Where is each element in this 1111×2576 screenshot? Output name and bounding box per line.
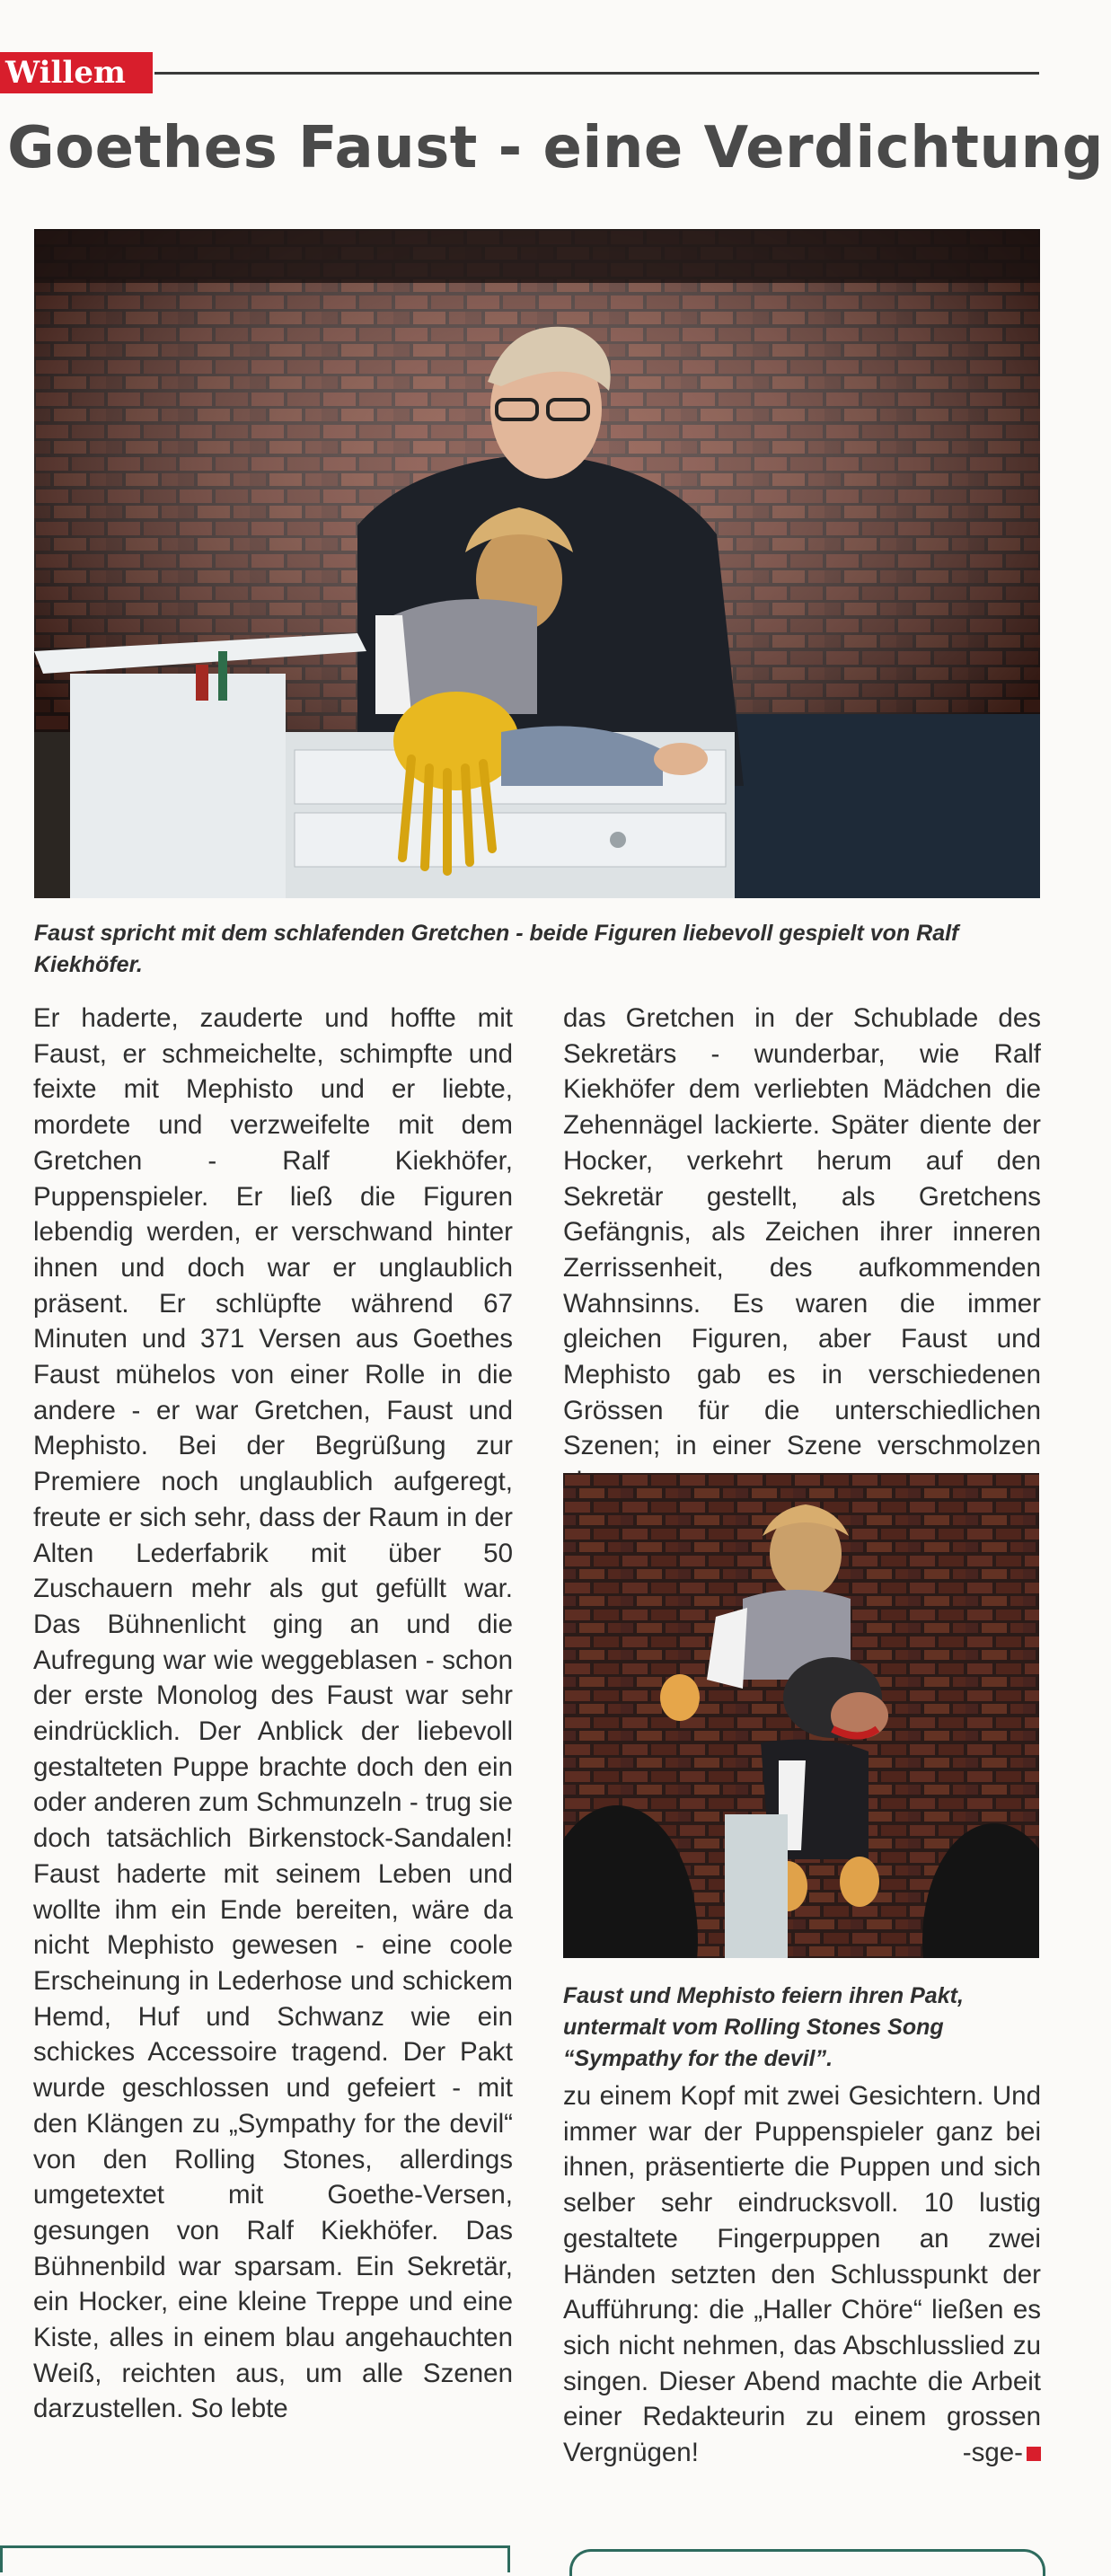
article-column-left: Er haderte, zauderte und hoffte mit Faust, er schmeichelte, schimpfte und feixte mit Mephisto und er liebte, mordete und verzweifelte mit dem Gretchen - Ralf Kiekhöfer, Puppenspieler. Er ließ die Figuren lebendig werden, er verschwand hinter ihnen und doch war er unglaublich präsent. Er schlüpfte während 67 Minuten und 371 Versen aus Goethes Faust mühelos von einer Rolle in die andere - er war Gretchen, Faust und Mephisto. Bei der Begrüßung zur Premiere noch unglaublich aufgeregt, freute er sich sehr, dass der Raum in der Alten Lederfabrik mit über 50 Zuschauern mehr als gut gefüllt war. Das Bühnenlicht ging an und die Aufregung war wie weggeblasen - schon der erste Monolog des Faust war sehr eindrücklich. Der Anblick der liebevoll gestalteten Puppe brachte doch den ein oder anderen zum Schmunzeln - trug sie doch tatsächlich Birkenstock-Sandalen! Faust haderte mit seinem Leben und wollte ihm ein Ende bereiten, wäre da nicht Mephisto gewesen - eine coole Erscheinung in Lederhose und schickem Hemd, Huf und Schwanz wie ein schickes Accessoire tragend. Der Pakt wurde geschlossen und gefeiert - mit den Klängen zu „Sympathy for the devil“ von den Rolling Stones, allerdings umgetextet mit Goethe-Versen, gesungen von Ralf Kiekhöfer. Das Bühnenbild war sparsam. Ein Sekretär, ein Hocker, eine kleine Treppe und eine Kiste, alles in einem blau angehauchten Weiß, reichten aus, um alle Szenen darzustellen. So lebte — [33, 1003, 513, 2424]
article-column-right-top: das Gretchen in der Schublade des Sekretärs - wunderbar, wie Ralf Kiekhöfer dem verliebten Mädchen die Zehennägel lackierte. Später diente der Hocker, verkehrt herum auf den Sekretär gestellt, als Gretchens Gefängnis, als Zeichen ihrer inneren Zerrissenheit, des aufkommenden Wahnsinns. Es waren die immer gleichen Figuren, aber Faust und Mephisto gab es in verschiedenen Grössen für die unterschiedlichen Szenen; in einer Szene verschmolzen — [563, 1003, 1041, 1461]
signature-text: -sge- — [962, 2438, 1023, 2468]
next-article-frame-left — [0, 2545, 510, 2572]
small-photo-caption: Faust und Mephisto feiern ihren Pakt, untermalt vom Rolling Stones Song “Sympathy for the devil”. — [563, 1983, 964, 2071]
small-photo — [563, 1473, 1039, 1958]
headline: Goethes Faust - eine Verdichtung — [7, 115, 1104, 181]
article-column-right-bottom-text: zu einem Kopf mit zwei Gesichtern. Und immer war der Puppenspieler ganz bei ihnen, präsentierte die Puppen und sich selber sehr eindrucksvoll. 10 lustig gestaltete Fingerpuppen an zwei Händen setzten den Schlusspunkt der Aufführung: die „Haller Chöre“ ließen es sich nicht nehmen, das Abschlusslied zu singen. Dieser Abend machte die Arbeit einer Redakteurin zu einem grossen Vergnügen! — [563, 2081, 1041, 2468]
signature — [963, 2435, 1041, 2471]
end-mark-icon — [1027, 2447, 1041, 2461]
small-photo-illustration — [563, 1473, 1039, 1958]
main-photo-caption: Faust spricht mit dem schlafenden Gretchen - beide Figuren liebevoll gespielt von Ralf Kiekhöfer. — [34, 921, 959, 977]
main-photo — [34, 229, 1040, 898]
main-photo-illustration — [34, 229, 1040, 898]
next-article-frame-right — [569, 2549, 1045, 2576]
article-column-right-bottom — [563, 2078, 1041, 2471]
header-rule — [154, 72, 1039, 75]
section-tag: Willem — [0, 52, 153, 93]
